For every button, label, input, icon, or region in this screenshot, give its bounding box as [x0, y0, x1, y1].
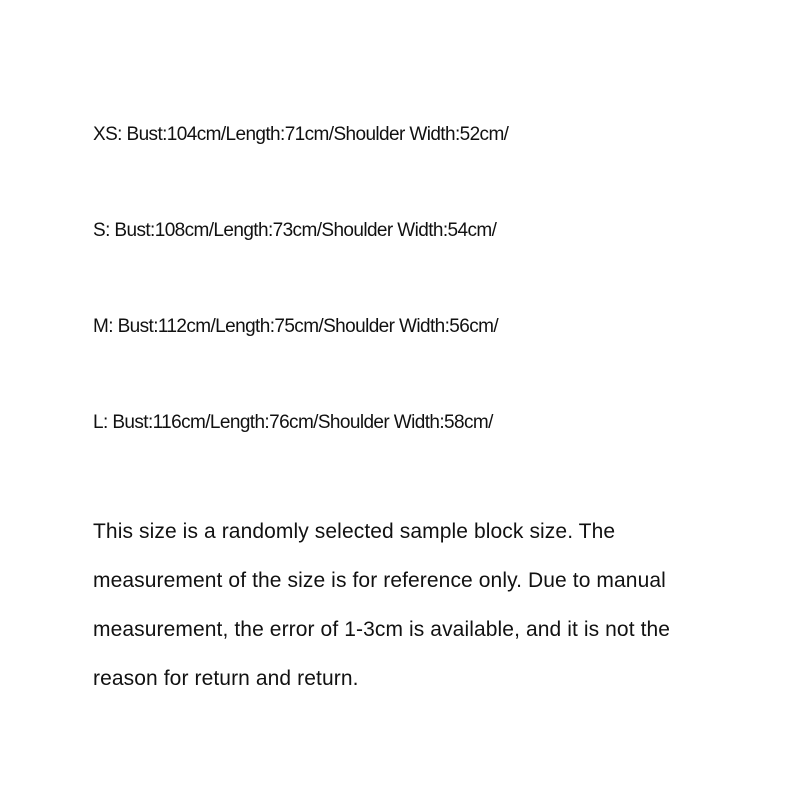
size-m-line: M: Bust:112cm/Length:75cm/Shoulder Width:56cm/ — [93, 316, 499, 337]
size-list — [93, 120, 773, 504]
size-s-line: S: Bust:108cm/Length:73cm/Shoulder Width:54cm/ — [93, 220, 497, 241]
note-line-3: measurement, the error of 1-3cm is available, and it is not the — [93, 618, 671, 641]
size-l-line: L: Bust:116cm/Length:76cm/Shoulder Width:58cm/ — [93, 412, 493, 433]
note-line-1: This size is a randomly selected sample block size. The — [93, 520, 616, 543]
note-line-4: reason for return and return. — [93, 667, 359, 690]
measurement-note — [93, 507, 773, 703]
size-xs-line: XS: Bust:104cm/Length:71cm/Shoulder Width:52cm/ — [93, 124, 509, 145]
note-line-2: measurement of the size is for reference only. Due to manual — [93, 569, 666, 592]
